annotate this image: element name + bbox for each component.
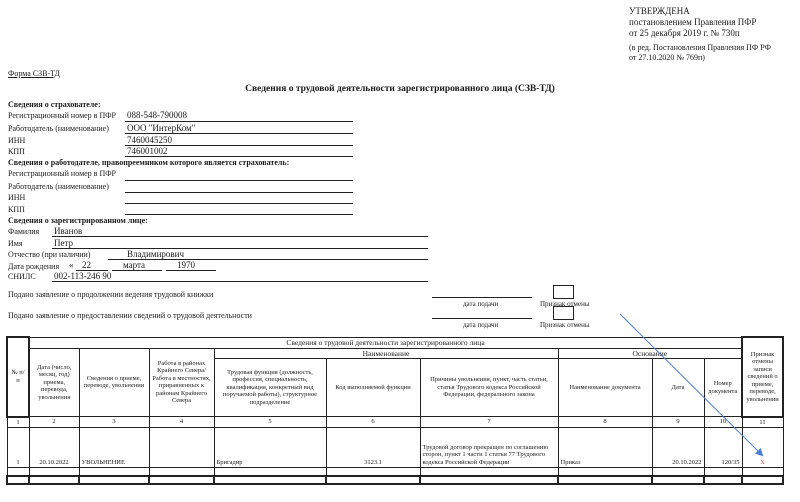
birth-day: 22: [82, 260, 91, 270]
insurer-kpp-label: КПП: [8, 147, 25, 156]
patronymic-value: Владимирович: [127, 249, 184, 259]
col-number: 2: [29, 417, 79, 428]
col-number: 10: [704, 417, 742, 428]
form-code: Форма СЗВ-ТД: [8, 69, 60, 78]
successor-employer-label: Работодатель (наименование): [8, 182, 109, 191]
row-doc-date: 20.10.2022: [652, 428, 704, 468]
successor-heading: Сведения о работодателе, правопреемником которого является страхователь:: [8, 158, 290, 167]
insurer-inn-label: ИНН: [8, 136, 26, 145]
col-cancel-header: Признак отмены записи сведений о приеме, переводе, увольнении: [742, 337, 783, 417]
birth-year: 1970: [177, 260, 195, 270]
insurer-inn-value: 7460045250: [127, 135, 172, 145]
surname-label: Фамилия: [8, 227, 40, 236]
col-doc-name-header: Наименование документа: [558, 359, 652, 417]
row-function: Бригадир: [214, 428, 326, 468]
patronymic-label: Отчество (при наличии): [8, 250, 91, 259]
group-name-header: Наименование: [214, 348, 558, 359]
col-date-header: Дата (число, месяц, год) приема, перевода, увольнения: [29, 348, 79, 417]
group-basis-header: Основание: [558, 348, 742, 359]
col-reason-header: Причины увольнения, пункт, часть статьи, статья Трудового кодекса Российской Федерации, федерального закона: [420, 359, 558, 417]
col-number: 5: [214, 417, 326, 428]
row-event: УВОЛЬНЕНИЕ: [79, 428, 149, 468]
provide-date-label: дата подачи: [463, 321, 499, 329]
row-code: 3123.1: [326, 428, 420, 468]
snils-value: 002-113-246 90: [54, 271, 112, 281]
row-reason: Трудовой договор прекращен по соглашению сторон, пункт 1 части 1 статьи 77 Трудового кодекса Российской Федерации: [420, 428, 558, 468]
approval-line-3: от 25 декабря 2019 г. № 730п: [629, 28, 740, 38]
row-cancel: X: [742, 428, 783, 468]
col-number: 11: [742, 417, 783, 428]
name-value: Петр: [54, 238, 74, 248]
col-num-header: № п/п: [7, 337, 29, 417]
successor-kpp-label: КПП: [8, 205, 25, 214]
insurer-kpp-value: 746001002: [127, 146, 168, 156]
col-event-header: Сведения о приеме, переводе, увольнении: [79, 348, 149, 417]
col-function-header: Трудовая функция (должность, профессия, специальность, квалификация, конкретный вид поручаемой работы), структурное подразделение: [214, 359, 326, 417]
name-label: Имя: [8, 239, 23, 248]
col-north-header: Работа в районах Крайнего Севера/Работа в местностях, приравненных к районам Крайнего Севера: [149, 348, 214, 417]
insurer-employer-label: Работодатель (наименование): [8, 124, 109, 133]
col-number: 6: [326, 417, 420, 428]
col-number: 8: [558, 417, 652, 428]
successor-reg-label: Регистрационный номер в ПФР: [8, 169, 116, 178]
insurer-heading: Сведения о страхователе:: [8, 100, 101, 109]
insurer-reg-value: 088-548-790008: [127, 110, 187, 120]
row-num: 1: [7, 428, 29, 468]
birth-label: Дата рождения: [8, 262, 60, 271]
col-number: 4: [149, 417, 214, 428]
approval-line-4: (в ред. Постановления Правления ПФ РФ: [629, 43, 771, 52]
approval-line-5: от 27.10.2020 № 769п): [629, 53, 705, 62]
group-header: Сведения о трудовой деятельности зарегистрированного лица: [29, 337, 742, 348]
insurer-employer-value: ООО "ИнтерКом": [127, 123, 196, 133]
continue-date-label: дата подачи: [463, 300, 499, 308]
person-heading: Сведения о зарегистрированном лице:: [8, 216, 148, 225]
col-number: 9: [652, 417, 704, 428]
col-number: 3: [79, 417, 149, 428]
row-doc-num: 120/35: [704, 428, 742, 468]
insurer-reg-label: Регистрационный номер в ПФР: [8, 111, 116, 120]
approval-line-1: УТВЕРЖДЕНА: [629, 6, 690, 16]
col-number: 1: [7, 417, 29, 428]
successor-inn-label: ИНН: [8, 193, 26, 202]
row-date: 20.10.2022: [29, 428, 79, 468]
col-code-header: Код выполняемой функции: [326, 359, 420, 417]
surname-value: Иванов: [54, 226, 83, 236]
approval-line-2: постановлением Правления ПФР: [629, 17, 757, 27]
col-doc-date-header: Дата: [652, 359, 704, 417]
birth-month: марта: [123, 260, 146, 270]
snils-label: СНИЛС: [8, 272, 36, 281]
birth-quote: «: [69, 260, 74, 270]
row-doc-name: Приказ: [558, 428, 652, 468]
form-title: Сведения о трудовой деятельности зарегистрированного лица (СЗВ-ТД): [245, 84, 555, 94]
provide-cancel-label: Признак отмены: [540, 321, 590, 329]
provide-info-label: Подано заявление о предоставлении сведений о трудовой деятельности: [8, 311, 252, 320]
col-doc-num-header: Номер документа: [704, 359, 742, 417]
continue-cancel-label: Признак отмены: [540, 300, 590, 308]
continue-book-label: Подано заявление о продолжении ведения трудовой книжки: [8, 290, 214, 299]
col-number: 7: [420, 417, 558, 428]
